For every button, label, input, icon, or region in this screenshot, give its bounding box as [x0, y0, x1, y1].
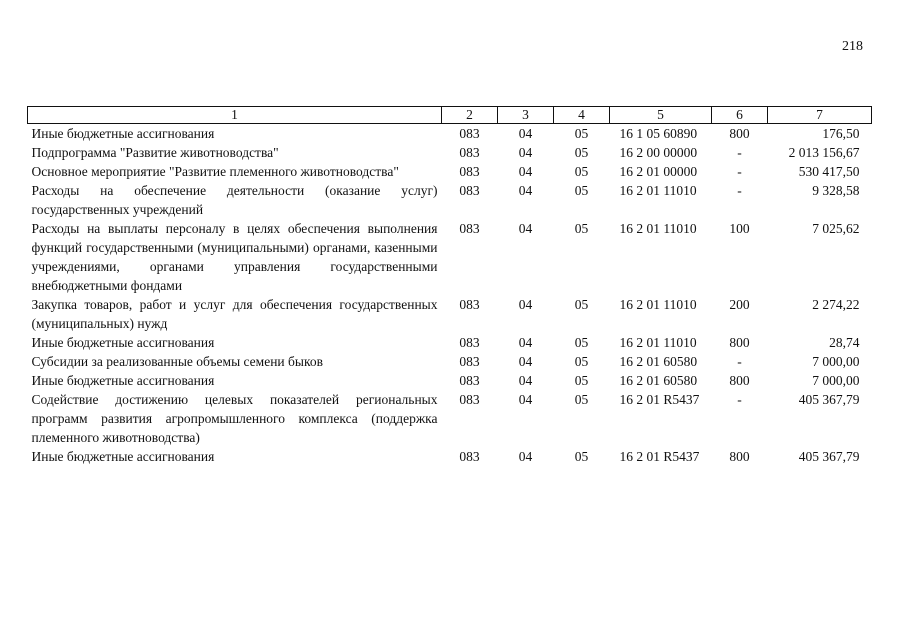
row-target-article: 16 2 01 60580 [619, 373, 698, 388]
row-ministry-code: 083 [459, 449, 480, 464]
row-section: 04 [518, 145, 533, 160]
row-section: 04 [518, 335, 533, 350]
row-description: Иные бюджетные ассигнования [31, 126, 215, 141]
row-expense-type: - [737, 392, 742, 407]
row-amount: 2 013 156,67 [788, 145, 860, 160]
row-section: 04 [518, 126, 533, 141]
row-ministry-code: 083 [459, 392, 480, 407]
table-row [28, 390, 872, 447]
column-header: 2 [442, 107, 498, 124]
row-amount: 176,50 [822, 126, 860, 141]
row-subsection: 05 [574, 373, 589, 388]
row-target-article: 16 2 01 11010 [619, 335, 697, 350]
row-subsection: 05 [574, 126, 589, 141]
table-header-row [28, 107, 872, 124]
row-expense-type: 800 [729, 373, 750, 388]
row-expense-type: 100 [729, 221, 750, 236]
row-subsection: 05 [574, 392, 589, 407]
row-ministry-code: 083 [459, 221, 480, 236]
row-description: Иные бюджетные ассигнования [31, 373, 215, 388]
row-subsection: 05 [574, 297, 589, 312]
table-row [28, 124, 872, 144]
row-expense-type: 200 [729, 297, 750, 312]
table-row [28, 143, 872, 162]
row-amount: 2 274,22 [812, 297, 860, 312]
row-target-article: 16 2 01 R5437 [619, 392, 700, 407]
row-description: Содействие достижению целевых показателей региональных программ развития агропромышленного комплекса (поддержка племенного животноводства) [31, 392, 438, 445]
column-header: 3 [498, 107, 554, 124]
row-description: Закупка товаров, работ и услуг для обеспечения государственных (муниципальных) нужд [31, 297, 438, 331]
table-body [28, 124, 872, 467]
row-section: 04 [518, 221, 533, 236]
row-description: Расходы на выплаты персоналу в целях обеспечения выполнения функций государственными (муниципальными) органами, казенными учреждениями, органами управления государственными внебюджетными фондами [31, 221, 438, 293]
row-subsection: 05 [574, 335, 589, 350]
row-amount: 9 328,58 [812, 183, 860, 198]
row-expense-type: - [737, 145, 742, 160]
row-target-article: 16 1 05 60890 [619, 126, 698, 141]
row-description: Подпрограмма "Развитие животноводства" [31, 145, 279, 160]
row-expense-type: 800 [729, 126, 750, 141]
row-amount: 7 000,00 [812, 373, 860, 388]
row-description: Иные бюджетные ассигнования [31, 335, 215, 350]
row-description: Расходы на обеспечение деятельности (оказание услуг) государственных учреждений [31, 183, 438, 217]
row-ministry-code: 083 [459, 373, 480, 388]
row-ministry-code: 083 [459, 126, 480, 141]
row-section: 04 [518, 164, 533, 179]
row-amount: 28,74 [829, 335, 860, 350]
row-amount: 7 025,62 [812, 221, 860, 236]
row-section: 04 [518, 354, 533, 369]
row-amount: 530 417,50 [798, 164, 860, 179]
row-description: Иные бюджетные ассигнования [31, 449, 215, 464]
row-ministry-code: 083 [459, 183, 480, 198]
row-subsection: 05 [574, 221, 589, 236]
column-header: 6 [712, 107, 768, 124]
row-target-article: 16 2 01 60580 [619, 354, 698, 369]
column-header: 1 [28, 107, 442, 124]
row-amount: 405 367,79 [798, 392, 860, 407]
row-amount: 7 000,00 [812, 354, 860, 369]
row-target-article: 16 2 01 11010 [619, 221, 697, 236]
table-row [28, 447, 872, 466]
table-row [28, 371, 872, 390]
row-section: 04 [518, 297, 533, 312]
row-section: 04 [518, 392, 533, 407]
row-expense-type: 800 [729, 449, 750, 464]
table-row [28, 162, 872, 181]
row-target-article: 16 2 01 11010 [619, 297, 697, 312]
row-expense-type: - [737, 164, 742, 179]
page-number: 218 [842, 39, 863, 54]
row-ministry-code: 083 [459, 145, 480, 160]
row-subsection: 05 [574, 354, 589, 369]
row-ministry-code: 083 [459, 297, 480, 312]
row-subsection: 05 [574, 183, 589, 198]
row-target-article: 16 2 01 00000 [619, 164, 698, 179]
row-target-article: 16 2 01 11010 [619, 183, 697, 198]
table-row [28, 181, 872, 219]
table-row [28, 219, 872, 295]
table-row [28, 352, 872, 371]
row-expense-type: 800 [729, 335, 750, 350]
row-subsection: 05 [574, 164, 589, 179]
table-row [28, 333, 872, 352]
row-ministry-code: 083 [459, 164, 480, 179]
row-subsection: 05 [574, 145, 589, 160]
column-header: 4 [554, 107, 610, 124]
row-section: 04 [518, 183, 533, 198]
row-expense-type: - [737, 183, 742, 198]
row-ministry-code: 083 [459, 335, 480, 350]
budget-table [27, 106, 872, 466]
row-expense-type: - [737, 354, 742, 369]
row-section: 04 [518, 373, 533, 388]
column-header: 7 [768, 107, 872, 124]
row-description: Субсидии за реализованные объемы семени быков [31, 354, 323, 369]
table-row [28, 295, 872, 333]
row-section: 04 [518, 449, 533, 464]
row-target-article: 16 2 01 R5437 [619, 449, 700, 464]
column-header: 5 [610, 107, 712, 124]
row-description: Основное мероприятие "Развитие племенного животноводства" [31, 164, 399, 179]
row-ministry-code: 083 [459, 354, 480, 369]
row-subsection: 05 [574, 449, 589, 464]
row-target-article: 16 2 00 00000 [619, 145, 698, 160]
row-amount: 405 367,79 [798, 449, 860, 464]
